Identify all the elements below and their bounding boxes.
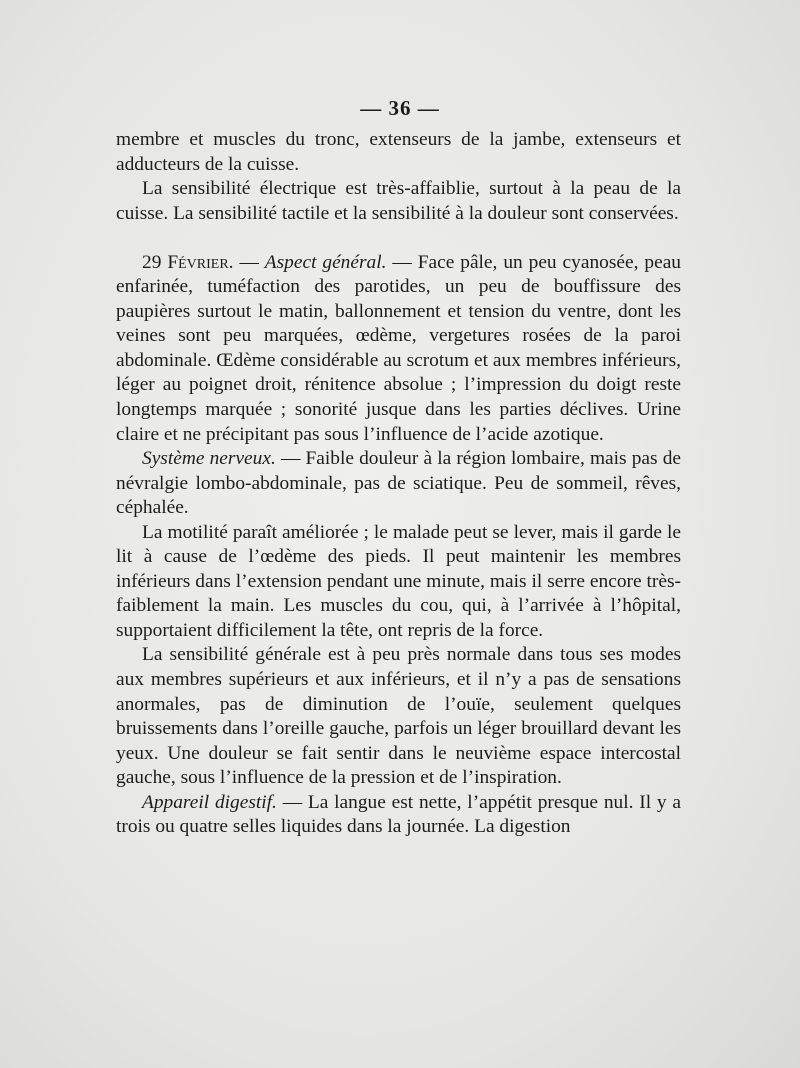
entry-separator: — xyxy=(233,251,265,273)
paragraph-appareil-digestif xyxy=(116,791,681,840)
paragraph-entry-29-fevrier xyxy=(116,251,681,447)
entry-date-day: 29 xyxy=(142,251,162,273)
paragraph-text: — Face pâle, un peu cyanosée, peau enfarinée, tuméfaction des parotides, un peu de bouffissure des paupières surtout le matin, ballonnement et tension du ventre, dont les veines sont peu marquées, œdème, vergetures rosées de la paroi abdominale. Œdème considérable au scrotum et aux membres inférieurs, léger au poignet droit, rénitence absolue ; l’impression du doigt reste longtemps marquée ; sonorité jusque dans les parties déclives. Urine claire et ne précipitant pas sous l’influence de l’acide azotique. xyxy=(116,251,681,445)
paragraph-text: — La langue est nette, l’appétit presque nul. Il y a trois ou quatre selles liquides dans la journée. La digestion xyxy=(116,791,681,838)
paragraph-text: — Faible douleur à la région lombaire, mais pas de névralgie lombo-abdominale, pas de sciatique. Peu de sommeil, rêves, céphalée. xyxy=(116,448,681,519)
section-heading-systeme-nerveux: Système nerveux. xyxy=(142,448,276,470)
paragraph-sensibilite-electrique: La sensibilité électrique est très-affaiblie, surtout à la peau de la cuisse. La sensibilité tactile et la sensibilité à la douleur sont conservées. xyxy=(116,178,681,224)
paragraph-continuation: membre et muscles du tronc, extenseurs de la jambe, extenseurs et adducteurs de la cuisse. xyxy=(116,129,681,175)
page-number: — 36 — xyxy=(360,96,440,120)
paragraph-motilite: La motilité paraît améliorée ; le malade peut se lever, mais il garde le lit à cause de l’œdème des pieds. Il peut maintenir les membres inférieurs dans l’extension pendant une minute, mais il serre encore très-faiblement la main. Les muscles du cou, qui, à l’arrivée à l’hôpital, supportaient difficilement la tête, ont repris de la force. xyxy=(116,521,681,641)
section-heading-aspect-general: Aspect général. xyxy=(264,251,387,273)
section-heading-appareil-digestif: Appareil digestif. xyxy=(142,791,277,813)
entry-date-month: Février. xyxy=(167,251,234,273)
paragraph-systeme-nerveux xyxy=(116,447,681,521)
page-body xyxy=(116,128,681,840)
paragraph-sensibilite-generale: La sensibilité générale est à peu près normale dans tous ses modes aux membres supérieurs et aux inférieurs, et il n’y a pas de sensations anormales, pas de diminution de l’ouïe, seulement quelques bruissements dans l’oreille gauche, parfois un léger brouillard devant les yeux. Une douleur se fait sentir dans le neuvième espace intercostal gauche, sous l’influence de la pression et de l’inspiration. xyxy=(116,644,681,789)
